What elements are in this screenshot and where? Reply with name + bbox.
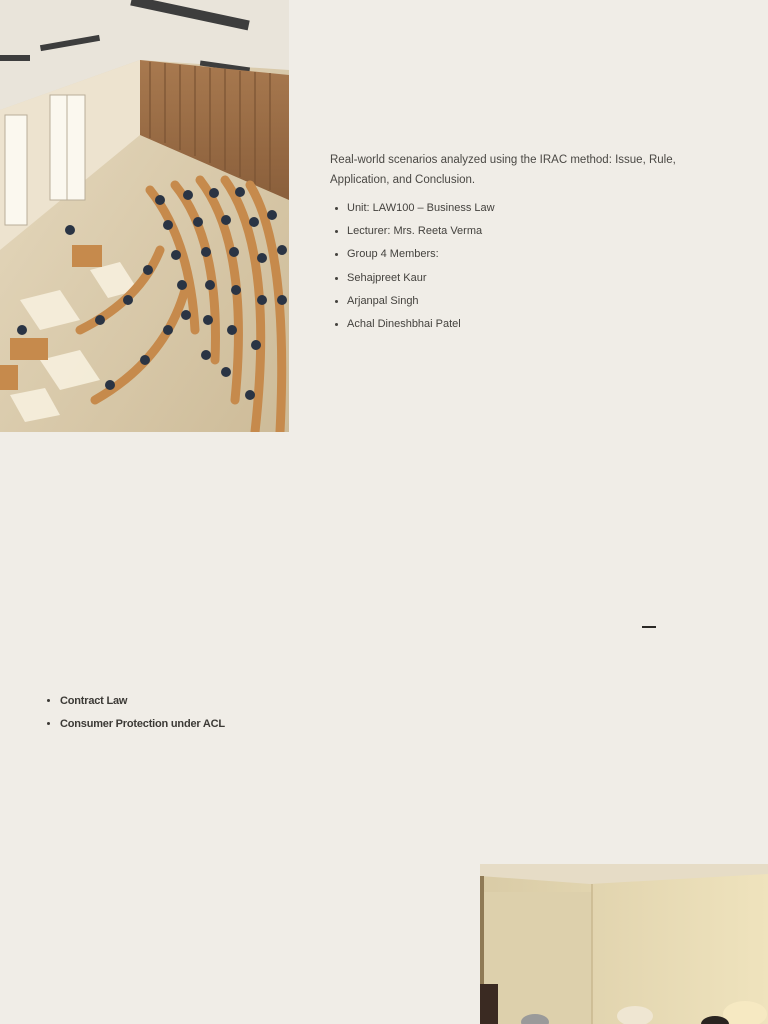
info-item-lecturer: • Lecturer: Mrs. Reeta Verma [347,224,690,238]
intro-description: Real-world scenarios analyzed using the IRAC method: Issue, Rule, Application, and Conclusion. [330,154,676,186]
intro-section [330,150,690,340]
meeting-room-icon [480,864,768,1024]
info-item-member-3: • Achal Dineshbhai Patel [347,317,690,331]
info-list [330,201,690,331]
lecture-hall-image [0,0,289,432]
dash-divider [642,626,656,628]
topics-section [43,694,225,740]
info-item-group: • Group 4 Members: [347,247,690,261]
info-item-member-1: • Sehajpreet Kaur [347,271,690,285]
meeting-room-image [480,864,768,1024]
info-item-unit: • Unit: LAW100 – Business Law [347,201,690,215]
topic-item-contract-law: • Contract Law [60,694,225,708]
lecture-hall-icon [0,0,289,432]
info-item-member-2: • Arjanpal Singh [347,294,690,308]
topics-list [43,694,225,731]
topic-item-consumer-protection: • Consumer Protection under ACL [60,717,225,731]
